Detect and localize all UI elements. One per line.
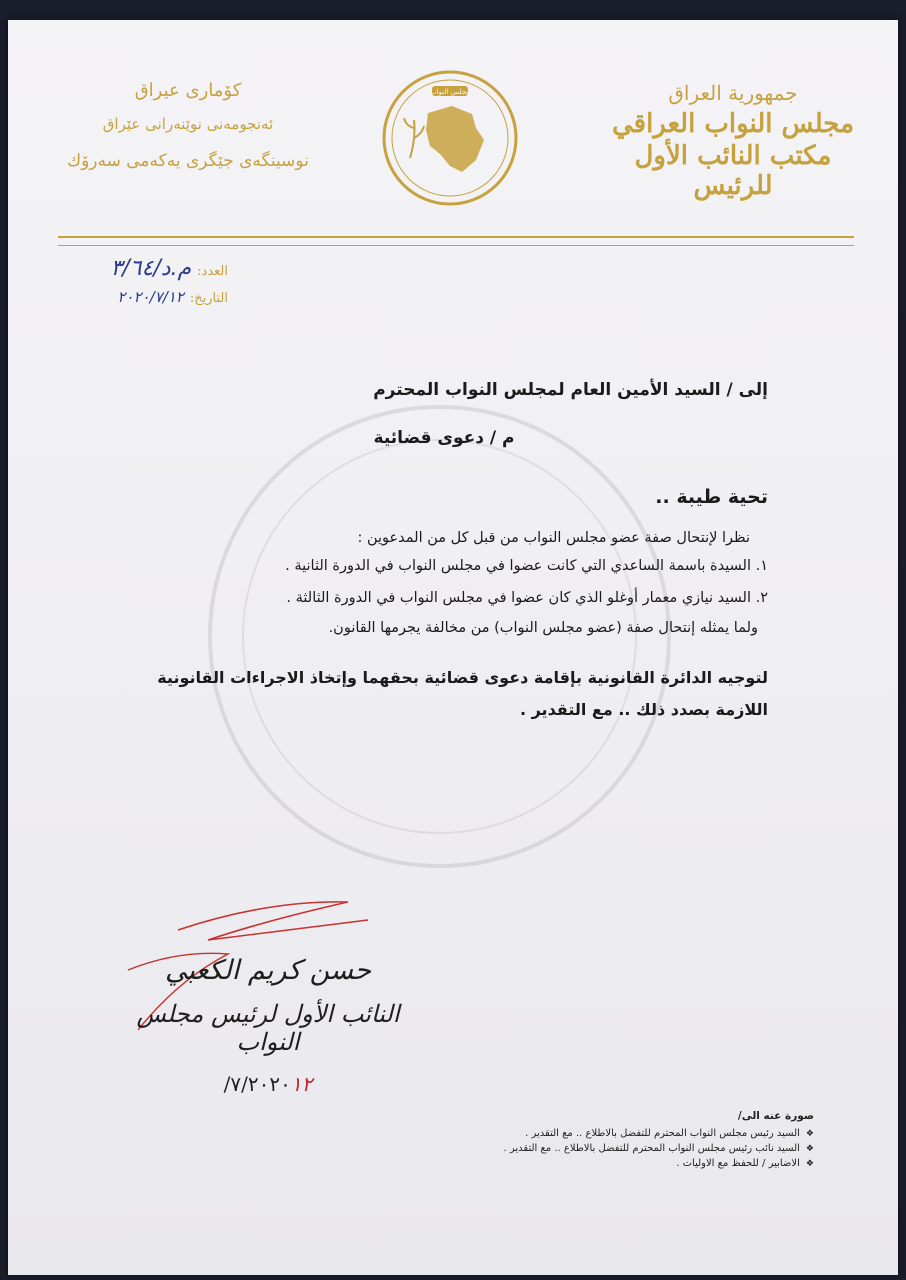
list-item: ١. السيدة باسمة الساعدي التي كانت عضوا في مجلس النواب في الدورة الثانية . [285,558,768,574]
list-item [414,1158,814,1169]
signature-date [128,1072,408,1096]
list-item: ٢. السيد نيازي معمار أوغلو الذي كان عضوا في مجلس النواب في الدورة الثالثة . [286,590,768,606]
signature-block [128,955,408,1096]
greeting: تحية طيبة .. [655,486,768,508]
letterhead-kurdish-parliament: ئەنجومەنی نوێنەرانی عێراق [102,115,274,133]
diamond-bullet-icon: ❖ [805,1129,814,1139]
cc-heading: صورة عنه الى/ [737,1110,814,1122]
letterhead-kurdish-office: نوسینگەی جێگری یەکەمی سەرۆك [67,151,309,171]
letter-page [8,20,898,1275]
list-item [414,1143,814,1154]
cc-item-text: السيد نائب رئيس مجلس النواب المحترم للتفضل بالاطلاع .. مع التقدير . [503,1143,800,1154]
subject-line: م / دعوى قضائية [373,428,515,448]
reference-number-row [48,256,228,288]
header-divider [58,236,854,246]
emblem-label: مجلس النواب [429,88,471,96]
letter-body [120,380,768,726]
parliament-emblem-icon [380,68,520,208]
signatory-title: النائب الأول لرئيس مجلس النواب [136,1000,400,1056]
letterhead-republic: جمهورية العراق [668,81,798,105]
date-label: التاريخ: [189,291,228,306]
recipient-line: إلى / السيد الأمين العام لمجلس النواب المحترم [373,380,768,400]
reference-number: م.د/٣/٦٤ [110,256,192,281]
reference-date: ٢٠٢٠/٧/١٢ [117,288,184,306]
reference-block [48,256,228,320]
number-label: العدد: [197,264,228,279]
diamond-bullet-icon: ❖ [805,1159,814,1169]
letterhead-kurdish-republic: كۆماری عیراق [134,80,242,101]
directive-paragraph: لتوجيه الدائرة القانونية بإقامة دعوى قضائية بحقهما وإتخاذ الاجراءات القانونية اللازمة بصدد ذلك .. مع التقدير . [157,668,768,719]
signature-date-day: ١٢ [290,1072,313,1096]
continuation-paragraph: ولما يمثله إنتحال صفة (عضو مجلس النواب) من مخالفة يجرمها القانون. [328,620,758,636]
signature-date-rest: /٧/٢٠٢٠ [223,1072,291,1096]
list-item [414,1128,814,1139]
intro-paragraph: نظرا لإنتحال صفة عضو مجلس النواب من قبل كل من المدعوين : [357,530,750,546]
reference-date-row [48,288,228,320]
kurdish-letterhead [48,80,328,171]
letterhead-office: مكتب النائب الأول للرئيس [634,141,832,201]
cc-item-text: الاضابير / للحفظ مع الاوليات . [676,1158,800,1169]
signatory-name: حسن كريم الكعبي [164,955,372,986]
cc-item-text: السيد رئيس مجلس النواب المحترم للتفضل بالاطلاع .. مع التقدير . [525,1128,800,1139]
letterhead-parliament: مجلس النواب العراقي [611,109,855,139]
diamond-bullet-icon: ❖ [805,1144,814,1154]
carbon-copy-list [414,1110,814,1169]
arabic-letterhead [608,75,858,201]
